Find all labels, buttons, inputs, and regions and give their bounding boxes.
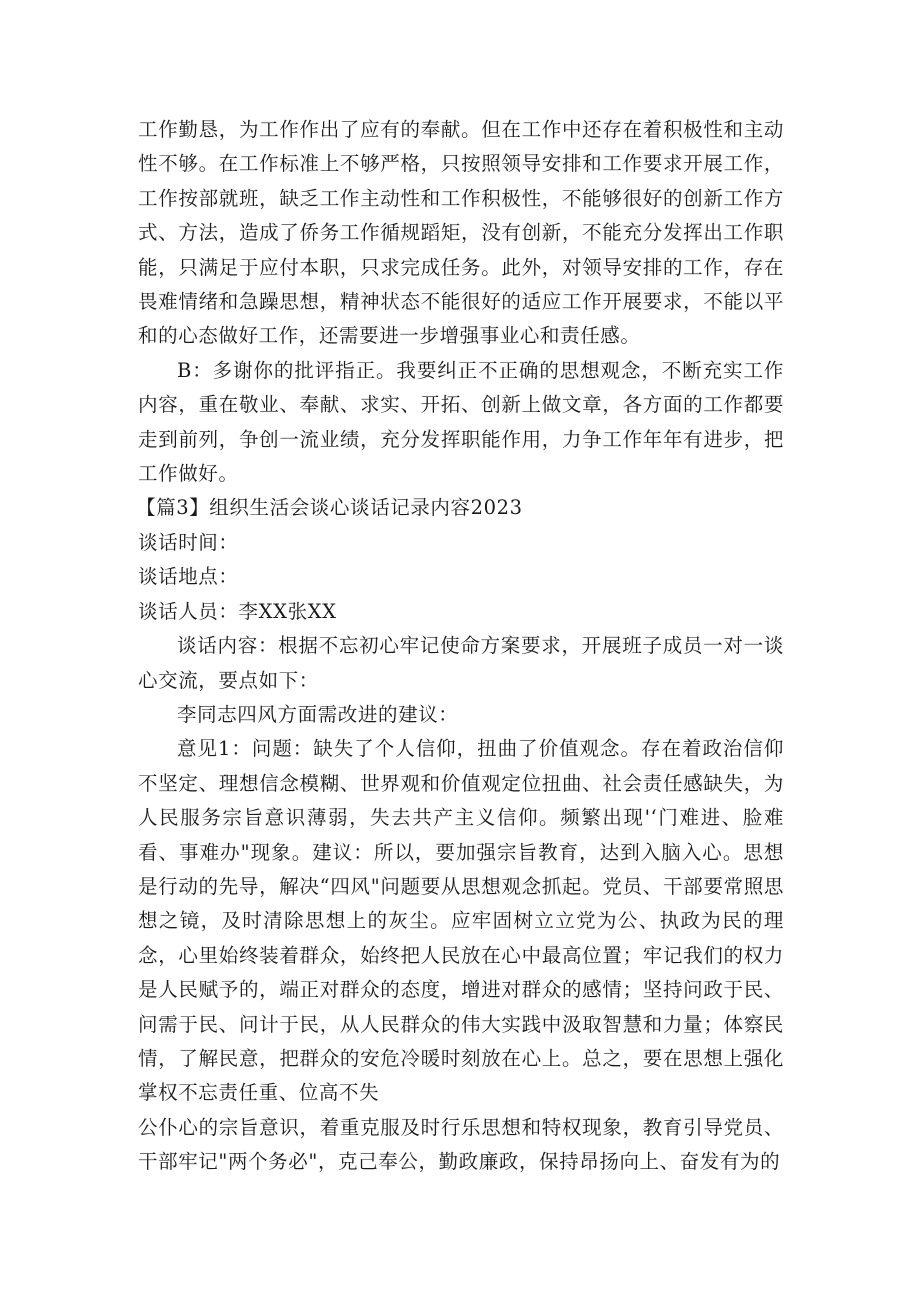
talk-time: 谈话时间： xyxy=(138,530,239,554)
paragraph-response-b: B：多谢你的批评指正。我要纠正不正确的思想观念，不断充实工作内容，重在敬业、奉献、求实、开拓、创新上做文章，各方面的工作都要走到前列，争创一流业绩，充分发挥职能作用，力争工作年年有进步，把工作做好。 xyxy=(138,358,784,486)
document-body xyxy=(138,113,784,1180)
talk-place: 谈话地点： xyxy=(138,565,239,589)
paragraph-work-evaluation: 工作勤恳，为工作作出了应有的奉献。但在工作中还存在着积极性和主动性不够。在工作标准上不够严格，只按照领导安排和工作要求开展工作，工作按部就班，缺乏工作主动性和工作积极性，不能够很好的创新工作方式、方法，造成了侨务工作循规蹈矩，没有创新，不能充分发挥出工作职能，只满足于应付本职，只求完成任务。此外，对领导安排的工作，存在畏难情绪和急躁思想，精神状态不能很好的适应工作开展要求，不能以平和的心态做好工作，还需要进一步增强事业心和责任感。 xyxy=(138,118,784,348)
talk-content: 谈话内容：根据不忘初心牢记使命方案要求，开展班子成员一对一谈心交流，要点如下： xyxy=(138,634,784,692)
paragraph-opinion-1: 意见1：问题：缺失了个人信仰，扭曲了价值观念。存在着政治信仰不坚定、理想信念模糊、世界观和价值观定位扭曲、社会责任感缺失，为人民服务宗旨意识薄弱，失去共产主义信仰。频繁出现'‘门难进、脸难看、事难办"现象。建议：所以，要加强宗旨教育，达到入脑入心。思想是行动的先导，解决“四风"问题要从思想观念抓起。党员、干部要常照思想之镜，及时清除思想上的灰尘。应牢固树立立党为公、执政为民的理念，心里始终装着群众，始终把人民放在心中最高位置；牢记我们的权力是人民赋予的，端正对群众的态度，增进对群众的感情；坚持问政于民、问需于民、问计于民，从人民群众的伟大实践中汲取智慧和力量；体察民情，了解民意，把群众的安危冷暖时刻放在心上。总之，要在思想上强化掌权不忘责任重、位高不失 xyxy=(138,737,784,1105)
talk-people: 谈话人员：李XX张XX xyxy=(138,599,337,623)
section-heading: 【篇3】组织生活会谈心谈话记录内容2023 xyxy=(136,496,523,520)
subheading-suggestions: 李同志四风方面需改进的建议： xyxy=(177,702,459,726)
paragraph-continuation: 公仆心的宗旨意识，着重克服及时行乐思想和特权现象，教育引导党员、干部牢记"两个务必"，克己奉公，勤政廉政，保持昂扬向上、奋发有为的 xyxy=(138,1115,784,1174)
